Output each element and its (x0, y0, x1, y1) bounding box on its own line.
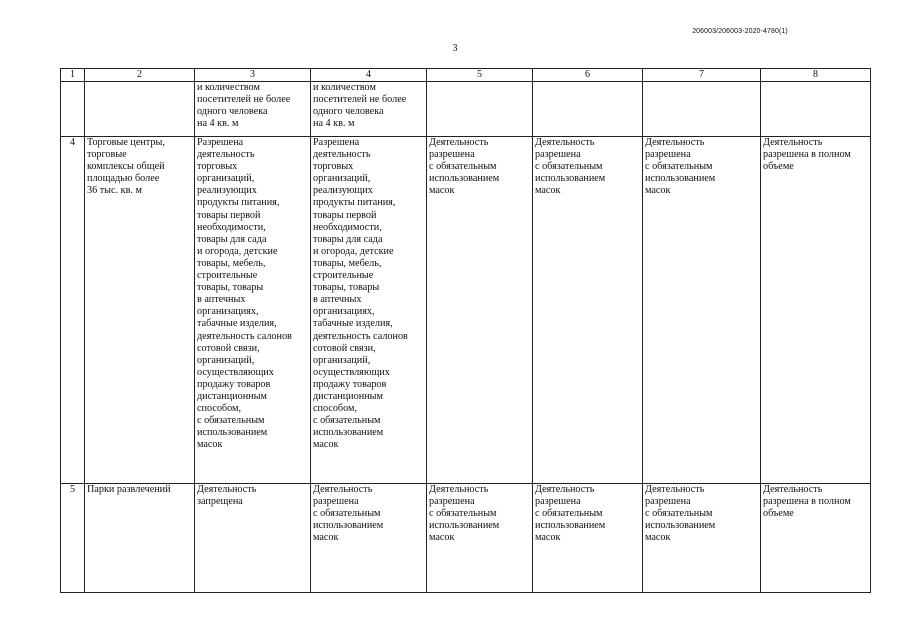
table-cell: Деятельность разрешена в полном объеме (761, 137, 871, 484)
document-id: 206003/206003-2020-4780(1) (692, 28, 788, 35)
column-header-6: 6 (533, 69, 643, 82)
regulation-table (60, 68, 871, 593)
facility-cell: Торговые центры, торговые комплексы общей площадью более 36 тыс. кв. м (85, 137, 195, 484)
table-cell: Деятельность запрещена (195, 484, 311, 593)
table-cell: Деятельность разрешена с обязательным использованием масок (643, 137, 761, 484)
table-row (61, 82, 871, 137)
table-cell (643, 82, 761, 137)
table-cell (761, 82, 871, 137)
table-cell (533, 82, 643, 137)
row-number-cell (61, 82, 85, 137)
table-cell (427, 82, 533, 137)
column-header-4: 4 (311, 69, 427, 82)
table-cell: Деятельность разрешена в полном объеме (761, 484, 871, 593)
table-row (61, 137, 871, 484)
table-cell: и количеством посетителей не более одного человека на 4 кв. м (195, 82, 311, 137)
table-cell: Деятельность разрешена с обязательным использованием масок (427, 484, 533, 593)
table-cell: Деятельность разрешена с обязательным использованием масок (643, 484, 761, 593)
row-number-cell: 5 (61, 484, 85, 593)
table-cell: Деятельность разрешена с обязательным использованием масок (533, 484, 643, 593)
table-cell: Деятельность разрешена с обязательным использованием масок (533, 137, 643, 484)
page-number: 3 (452, 43, 458, 54)
table-cell: Деятельность разрешена с обязательным использованием масок (427, 137, 533, 484)
table-cell: Разрешена деятельность торговых организаций, реализующих продукты питания, товары первой необходимости, товары для сада и огорода, детские товары, мебель, строительные товары, товары в аптечных организациях, табачные изделия, деятельность салонов сотовой связи, организаций, осуществляющих продажу товаров дистанционным способом, с обязательным использованием масок (311, 137, 427, 484)
facility-cell (85, 82, 195, 137)
column-header-7: 7 (643, 69, 761, 82)
facility-cell: Парки развлечений (85, 484, 195, 593)
column-header-1: 1 (61, 69, 85, 82)
column-header-8: 8 (761, 69, 871, 82)
column-header-2: 2 (85, 69, 195, 82)
row-number-cell: 4 (61, 137, 85, 484)
table-row (61, 484, 871, 593)
table-cell: Разрешена деятельность торговых организаций, реализующих продукты питания, товары первой необходимости, товары для сада и огорода, детские товары, мебель, строительные товары, товары в аптечных организациях, табачные изделия, деятельность салонов сотовой связи, организаций, осуществляющих продажу товаров дистанционным способом, с обязательным использованием масок (195, 137, 311, 484)
column-header-5: 5 (427, 69, 533, 82)
column-header-3: 3 (195, 69, 311, 82)
table-cell: Деятельность разрешена с обязательным использованием масок (311, 484, 427, 593)
header-row (61, 69, 871, 82)
table-cell: и количеством посетителей не более одного человека на 4 кв. м (311, 82, 427, 137)
